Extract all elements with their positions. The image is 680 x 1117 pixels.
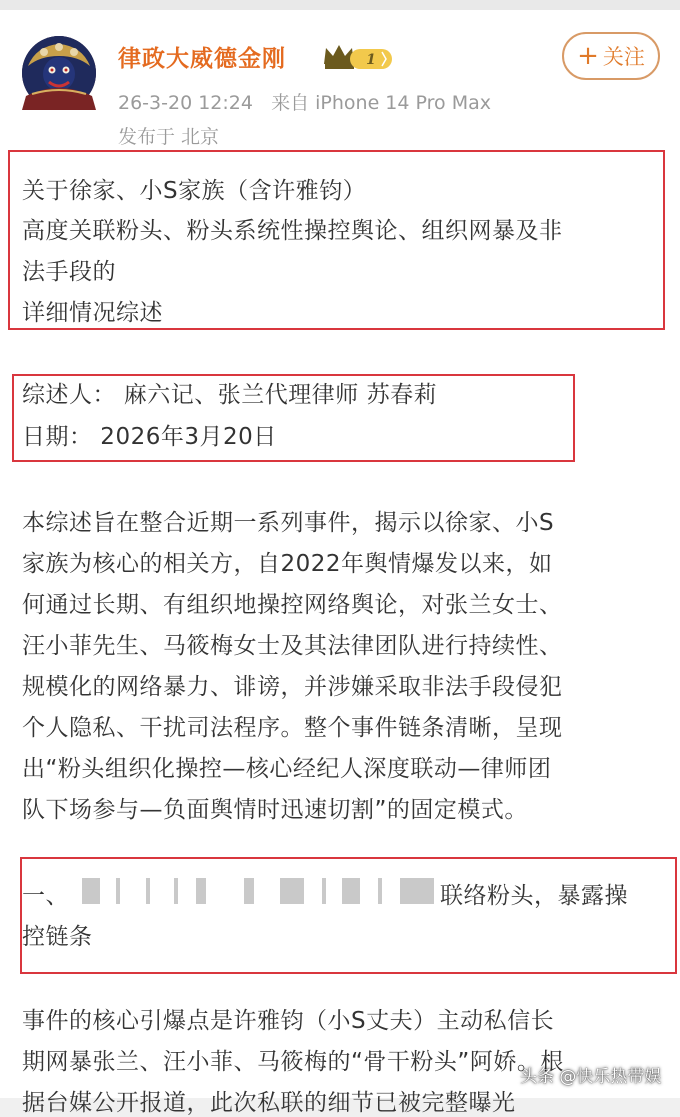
para2-line-2: 期网暴张兰、汪小菲、马筱梅的“骨干粉头”阿娇。根 [22, 1049, 564, 1075]
post-source: 来自 iPhone 14 Pro Max [271, 92, 491, 114]
title-line-4: 详细情况综述 [22, 300, 163, 326]
title-line-2: 高度关联粉头、粉头系统性操控舆论、组织网暴及非 [22, 218, 563, 244]
title-line-1: 关于徐家、小S家族（含许雅钧） [22, 178, 367, 204]
body-line-3: 何通过长期、有组织地操控网络舆论，对张兰女士、 [22, 592, 563, 618]
post-meta [118, 88, 491, 115]
body-line-5: 规模化的网络暴力、诽谤，并涉嫌采取非法手段侵犯 [22, 674, 563, 700]
post-timestamp: 26-3-20 12:24 [118, 92, 253, 114]
body-line-1: 本综述旨在整合近期一系列事件，揭示以徐家、小S [22, 510, 555, 536]
body-line-7: 出“粉头组织化操控—核心经纪人深度联动—律师团 [22, 756, 552, 782]
section1-title-line2: 控链条 [22, 924, 93, 950]
redacted-text [78, 874, 438, 908]
section1-prefix: 一、 [22, 883, 69, 909]
crown-icon [322, 42, 394, 72]
summary-author: 综述人： 麻六记、张兰代理律师 苏春莉 [22, 382, 438, 408]
section1-title: 联络粉头，暴露操 [440, 883, 628, 909]
post-location: 发布于 北京 [118, 126, 220, 148]
title-line-3: 法手段的 [22, 259, 116, 285]
top-strip [0, 0, 680, 10]
plus-icon: + [577, 41, 599, 71]
follow-button[interactable] [562, 32, 660, 80]
deity-avatar-icon [22, 36, 96, 110]
vip-badge[interactable] [322, 42, 394, 72]
author-name[interactable]: 律政大威德金刚 [118, 46, 286, 72]
para2-line-3: 据台媒公开报道，此次私联的细节已被完整曝光 [22, 1090, 516, 1116]
body-line-2: 家族为核心的相关方，自2022年舆情爆发以来，如 [22, 551, 553, 577]
para2-line-1: 事件的核心引爆点是许雅钧（小S丈夫）主动私信长 [22, 1008, 555, 1034]
author-avatar[interactable] [22, 36, 96, 110]
vip-level: 1 [366, 52, 376, 68]
follow-label: 关注 [602, 45, 645, 69]
body-line-4: 汪小菲先生、马筱梅女士及其法律团队进行持续性、 [22, 633, 563, 659]
summary-date: 日期： 2026年3月20日 [22, 424, 277, 450]
body-line-6: 个人隐私、干扰司法程序。整个事件链条清晰，呈现 [22, 715, 563, 741]
toutiao-watermark: 头条 @快乐热带娱 [520, 1067, 662, 1087]
body-line-8: 队下场参与—负面舆情时迅速切割”的固定模式。 [22, 797, 528, 823]
